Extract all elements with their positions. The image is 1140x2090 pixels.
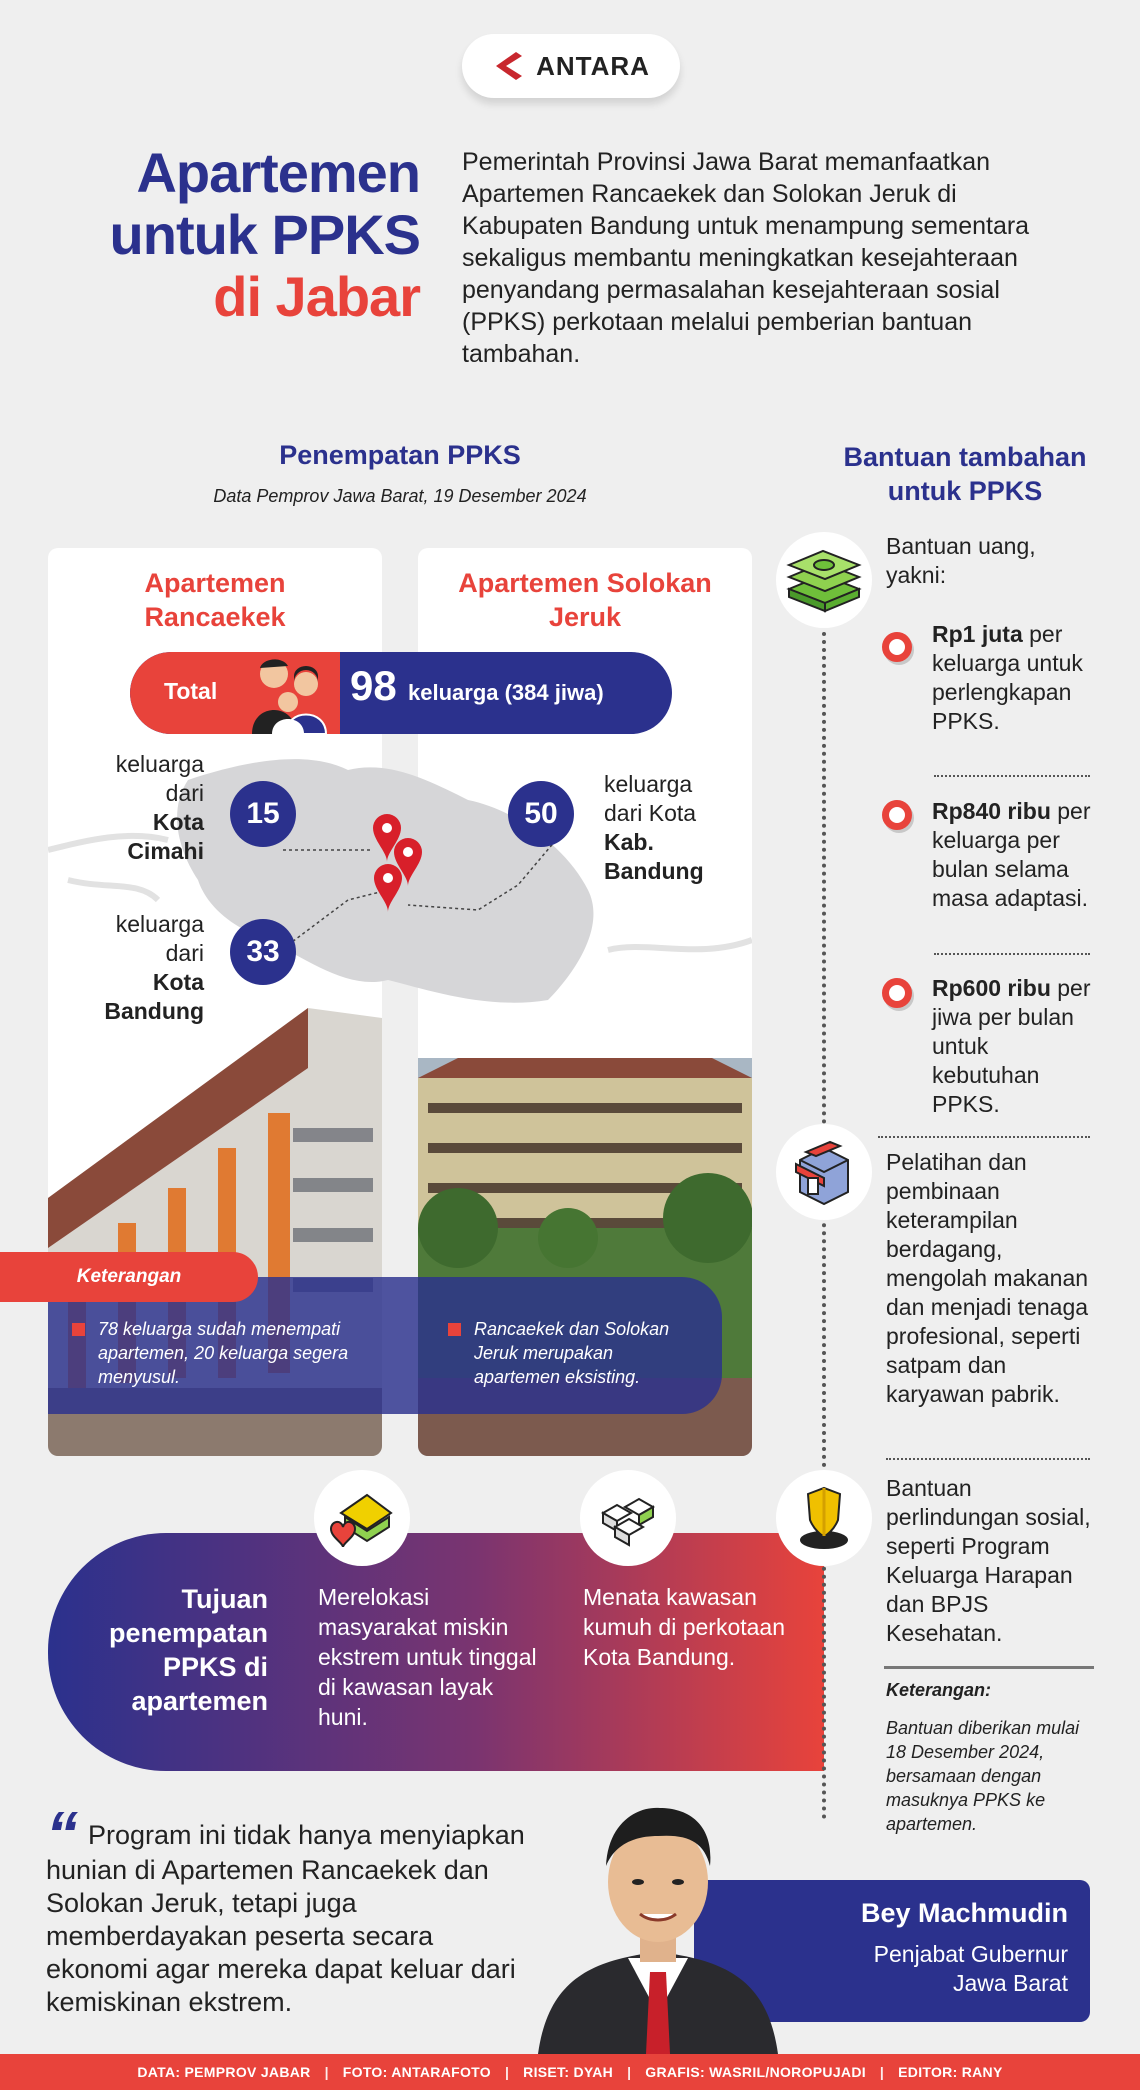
stat-bandung-value: 33: [230, 919, 296, 985]
bantuan-uang-1: Rp1 juta per keluarga untuk perlengkapan PPKS.: [932, 621, 1083, 734]
divider: [934, 953, 1090, 955]
stat-cimahi-value: 15: [230, 781, 296, 847]
credit-editor: EDITOR: RANY: [898, 2064, 1003, 2080]
divider-solid: [884, 1666, 1094, 1669]
note-2: Rancaekek dan Solokan Jeruk merupakan apartemen eksisting.: [474, 1319, 670, 1387]
stat-bandung-label: keluarga dari Kota Bandung: [104, 911, 204, 1024]
bantuan-note-text: Bantuan diberikan mulai 18 Desember 2024, bersamaan dengan masuknya PPKS ke apartemen.: [886, 1718, 1080, 1834]
tujuan-item-2: Menata kawasan kumuh di perkotaan Kota Bandung.: [583, 1584, 786, 1670]
bullet-1: [882, 632, 912, 662]
antara-logo-icon: [492, 50, 528, 82]
total-unit: keluarga (384 jiwa): [408, 680, 604, 705]
total-number: 98: [350, 662, 397, 709]
placement-source: Data Pemprov Jawa Barat, 19 Desember 2024: [213, 486, 587, 506]
divider: [886, 1458, 1090, 1460]
intro-paragraph: Pemerintah Provinsi Jawa Barat memanfaatkan Apartemen Rancaekek dan Solokan Jeruk di Kabupaten Bandung untuk menampung sementara sekaligus membantu meningkatkan kesejahteraan penyandang permasalahan kesejahteraan sosial (PPKS) perkotaan melalui pemberian bantuan tambahan.: [462, 148, 1030, 368]
placement-title: Penempatan PPKS: [279, 440, 521, 470]
total-pill: [130, 652, 672, 734]
stat-kab-bandung-value: 50: [508, 781, 574, 847]
note-bullet: [448, 1323, 461, 1336]
house-heart-icon: [314, 1470, 410, 1566]
bantuan-title: Bantuan tambahan untuk PPKS: [843, 442, 1087, 506]
notes-label: Keterangan: [0, 1252, 258, 1302]
bullet-3: [882, 978, 912, 1008]
stat-kab-bandung-label: keluarga dari Kota Kab. Bandung: [604, 771, 704, 884]
bantuan-uang-intro: Bantuan uang, yakni:: [886, 533, 1036, 588]
stat-cimahi-label: keluarga dari Kota Cimahi: [115, 751, 204, 864]
bantuan-uang-2: Rp840 ribu per keluarga per bulan selama masa adaptasi.: [932, 798, 1091, 911]
tujuan-title: Tujuan penempatan PPKS di apartemen: [108, 1584, 268, 1716]
title-line-3: di Jabar: [213, 265, 420, 328]
note-1: 78 keluarga sudah menempati apartemen, 20 keluarga segera menyusul.: [98, 1319, 349, 1387]
total-label: Total: [164, 678, 218, 704]
title-line-2: untuk PPKS: [109, 203, 420, 266]
antara-logo: [462, 34, 680, 98]
card-rancaekek-title: Apartemen Rancaekek: [144, 568, 286, 632]
quote-mark-icon: “: [46, 1798, 78, 1870]
shop-icon: [776, 1124, 872, 1220]
footer-credits: DATA: PEMPROV JABAR | FOTO: ANTARAFOTO | RISET: DYAH | GRAFIS: WASRIL/NOROPUJADI | EDITOR: RANY: [0, 2054, 1140, 2090]
family-icon: [242, 652, 338, 734]
bantuan-pelatihan: Pelatihan dan pembinaan keterampilan berdagang, mengolah makanan dan menjadi tenaga profesional, seperti satpam dan karyawan pabrik.: [886, 1149, 1089, 1407]
quote: [46, 1798, 526, 2019]
card-solokan-title: Apartemen Solokan Jeruk: [458, 568, 712, 632]
bantuan-uang-3: Rp600 ribu per jiwa per bulan untuk kebutuhan PPKS.: [932, 975, 1091, 1117]
bantuan-perlindungan: Bantuan perlindungan sosial, seperti Program Keluarga Harapan dan BPJS Kesehatan.: [886, 1475, 1091, 1646]
tujuan-item-1: Merelokasi masyarakat miskin ekstrem untuk tinggal di kawasan layak huni.: [318, 1584, 537, 1730]
title-line-1: Apartemen: [136, 141, 420, 204]
credit-foto: FOTO: ANTARAFOTO: [342, 2064, 491, 2080]
blocks-icon: [580, 1470, 676, 1566]
credit-riset: RISET: DYAH: [523, 2064, 614, 2080]
credit-grafis: GRAFIS: WASRIL/NOROPUJADI: [645, 2064, 866, 2080]
divider: [878, 1136, 1090, 1138]
shield-icon: [776, 1470, 872, 1566]
logo-text: ANTARA: [536, 50, 650, 81]
credit-data: DATA: PEMPROV JABAR: [137, 2064, 311, 2080]
divider: [934, 775, 1090, 777]
speaker-role-1: Penjabat Gubernur: [873, 1941, 1068, 1967]
speaker-name: Bey Machmudin: [860, 1898, 1068, 1928]
note-bullet: [72, 1323, 85, 1336]
quote-text: Program ini tidak hanya menyiapkan hunian di Apartemen Rancaekek dan Solokan Jeruk, tetapi juga memberdayakan peserta secara ekonomi agar mereka dapat keluar dari kemiskinan ekstrem.: [46, 1820, 525, 2017]
bullet-2: [882, 800, 912, 830]
speaker-role-2: Jawa Barat: [952, 1970, 1068, 1996]
money-stack-icon: [776, 532, 872, 628]
bantuan-note-label: Keterangan:: [886, 1680, 992, 1700]
page-title: [60, 142, 420, 328]
